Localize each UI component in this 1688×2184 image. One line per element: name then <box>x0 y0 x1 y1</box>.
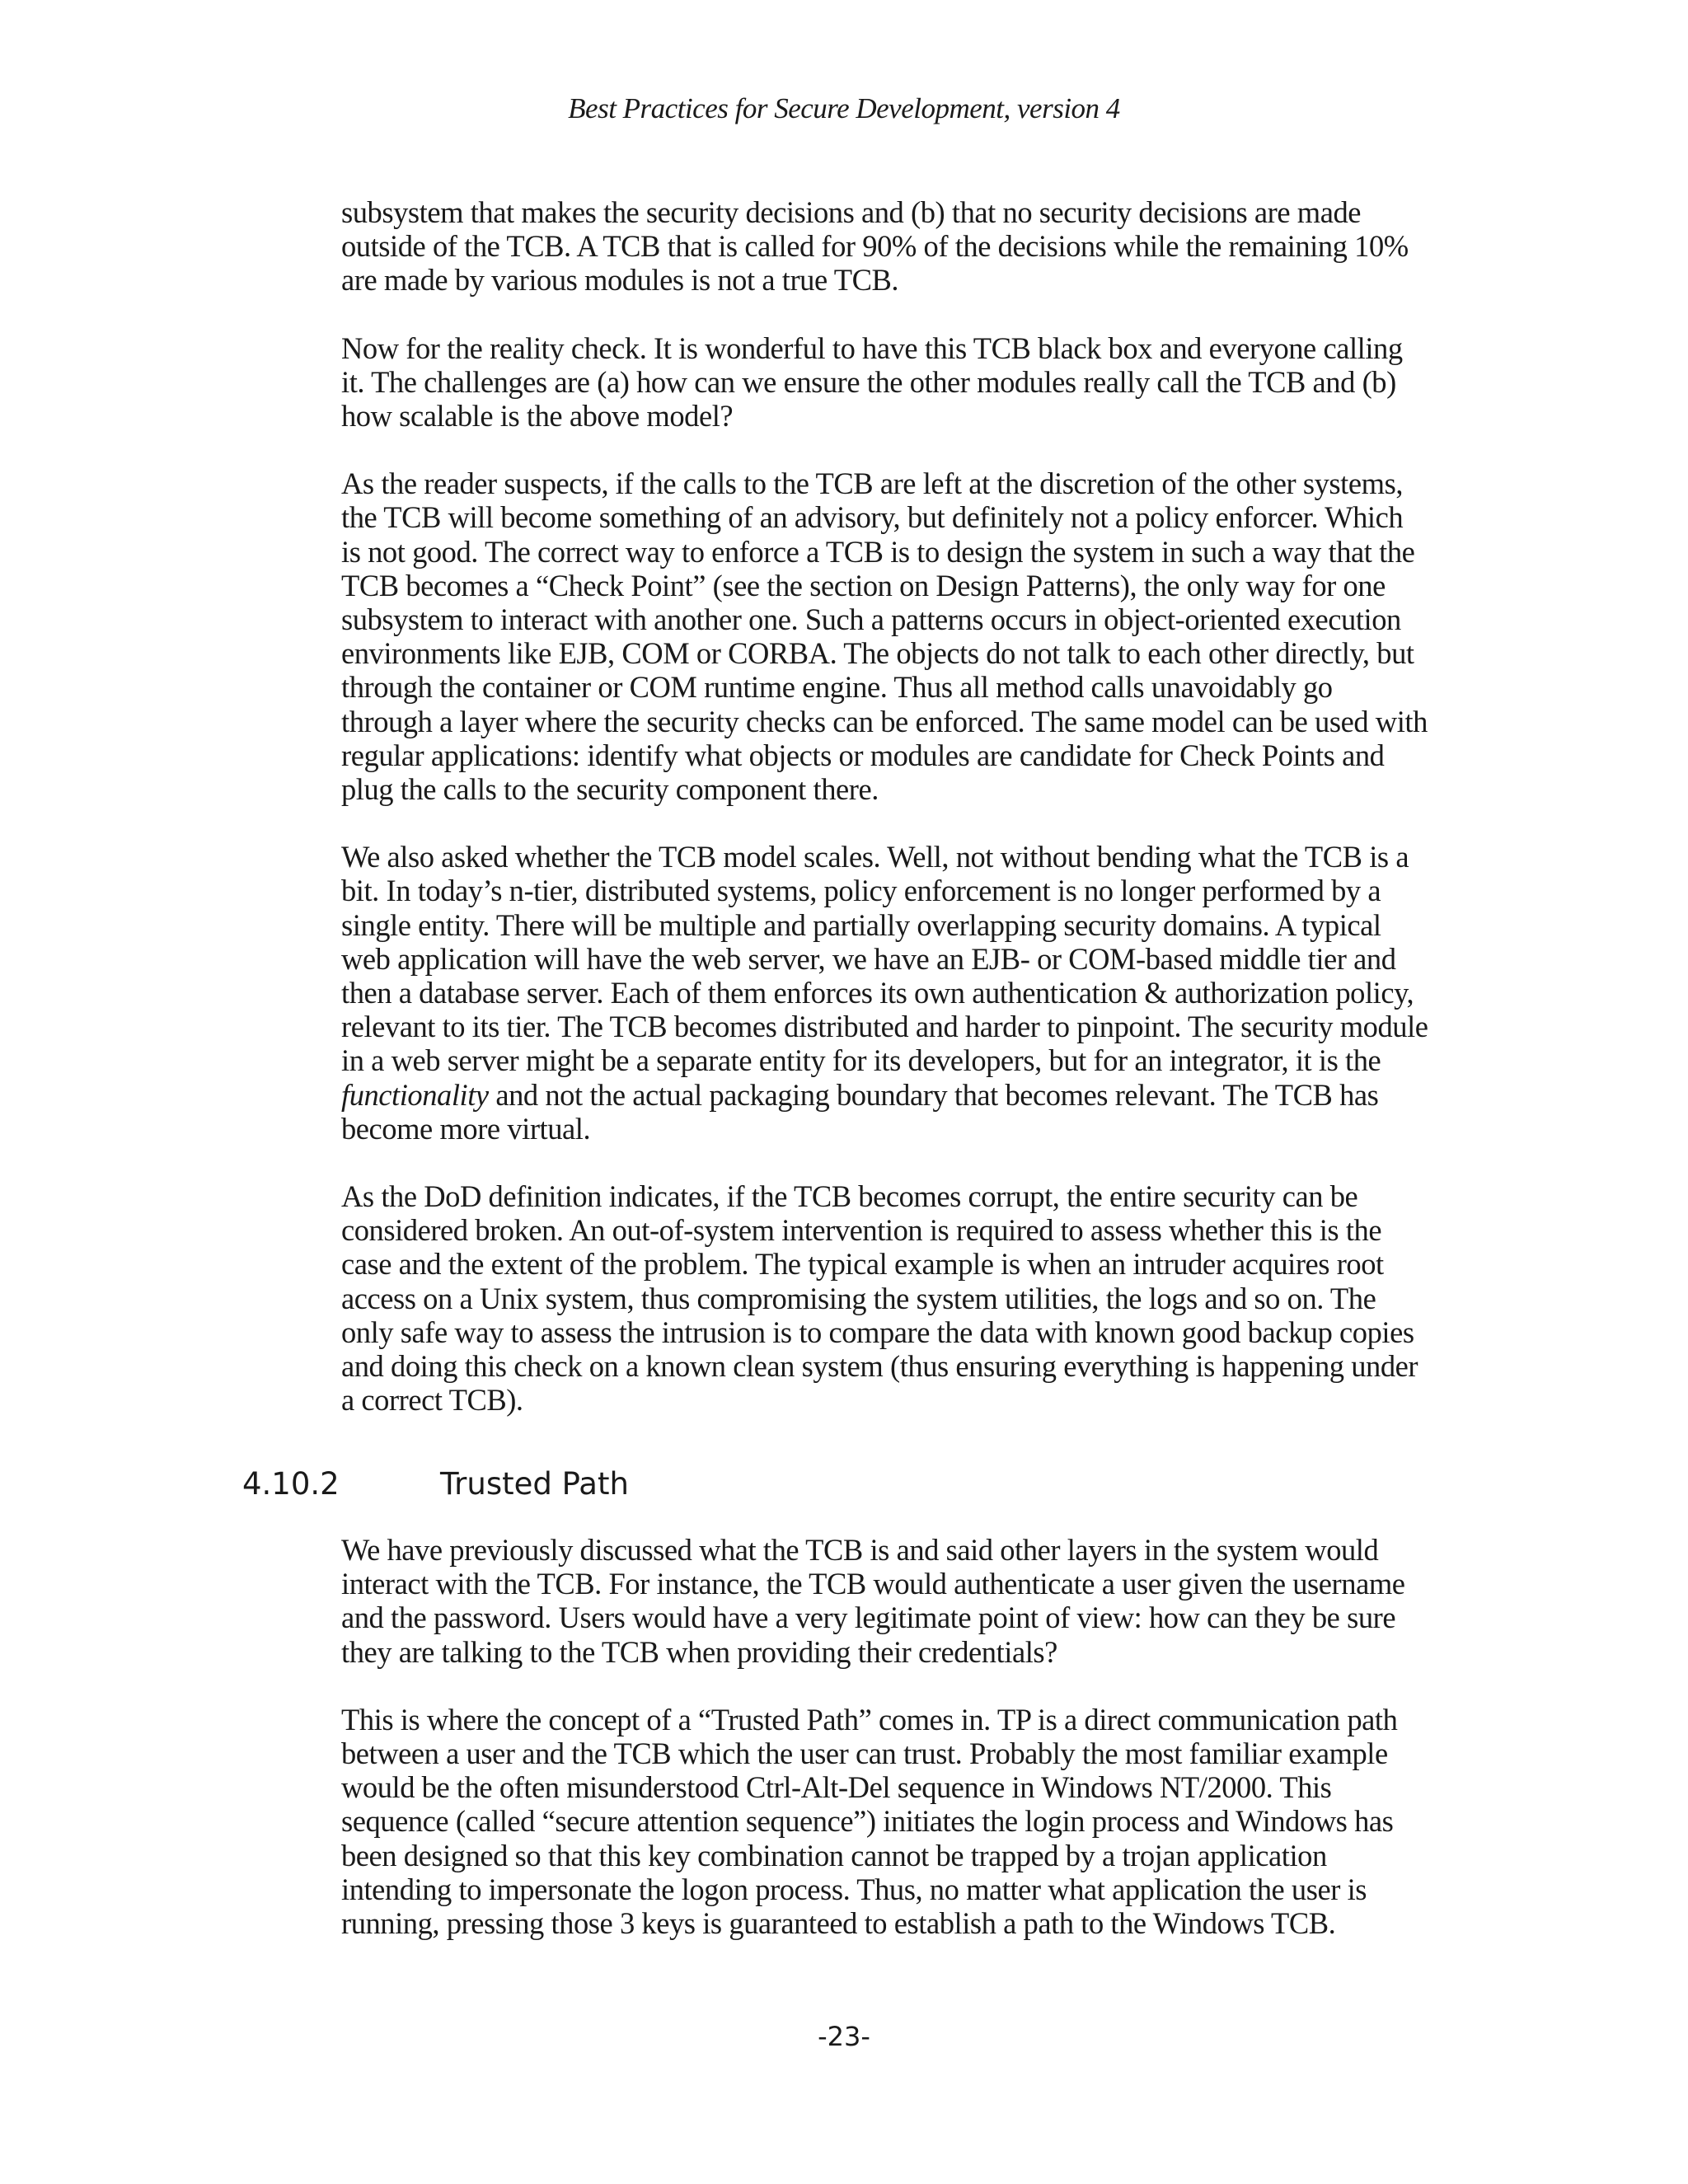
paragraph-reality-check: Now for the reality check. It is wonderful to have this TCB black box and everyone calling it. The challenges are (a) how can we ensure the other modules really call the TCB and (b) how scalable is the above model? <box>341 330 1403 434</box>
paragraph-tcb-scaling <box>341 840 1429 1146</box>
paragraph-trusted-path-concept: This is where the concept of a “Trusted Path” comes in. TP is a direct communication path between a user and the TCB which the user can trust. Probably the most familiar example would be the often misunderstood Ctrl-Alt-Del sequence in Windows NT/2000. This sequence (called “secure attention sequence”) initiates the login process and Windows has been designed so that this key combination cannot be trapped by a trojan application intending to impersonate the logon process. Thus, no matter what application the user is running, pressing those 3 keys is guaranteed to establish a path to the Windows TCB. <box>341 1702 1398 1941</box>
body-text-section-trusted-path <box>341 1533 1429 1940</box>
section-heading-trusted-path <box>242 1465 1429 1503</box>
body-text-section-tcb <box>341 195 1429 1418</box>
paragraph-tcb-corruption: As the DoD definition indicates, if the TCB becomes corrupt, the entire security can be considered broken. An out-of-system intervention is required to assess whether this is the case and the extent of the problem. The typical example is when an intruder acquires root access on a Unix system, thus compromising the system utilities, the logs and so on. The only safe way to assess the intrusion is to compare the data with known good backup copies and doing this check on a known clean system (thus ensuring everything is happening under a correct TCB). <box>341 1179 1418 1418</box>
paragraph-tcb-definition: subsystem that makes the security decisions and (b) that no security decisions are made outside of the TCB. A TCB that is called for 90% of the decisions while the remaining 10% are made by various modules is not a true TCB. <box>341 195 1409 298</box>
paragraph-tcb-scaling-part-1: We also asked whether the TCB model scales. Well, not without bending what the TCB is a bit. In today’s n-tier, distributed systems, policy enforcement is no longer performed by a single entity. There will be multiple and partially overlapping security domains. A typical web application will have the web server, we have an EJB- or COM-based middle tier and then a database server. Each of them enforces its own authentication & authorization policy, relevant to its tier. The TCB becomes distributed and harder to pinpoint. The security module in a web server might be a separate entity for its developers, but for an integrator, it is the <box>341 840 1428 1078</box>
paragraph-check-point: As the reader suspects, if the calls to the TCB are left at the discretion of the other systems, the TCB will become something of an advisory, but definitely not a policy enforcer. Which is not good. The correct way to enforce a TCB is to design the system in such a way that the TCB becomes a “Check Point” (see the section on Design Patterns), the only way for one subsystem to interact with another one. Such a patterns occurs in object-oriented execution environments like EJB, COM or CORBA. The objects do not talk to each other directly, but through the container or COM runtime engine. Thus all method calls unavoidably go through a layer where the security checks can be enforced. The same model can be used with regular applications: identify what objects or modules are candidate for Check Points and plug the calls to the security component there. <box>341 466 1428 807</box>
emphasis-functionality: functionality <box>341 1077 489 1112</box>
section-number: 4.10.2 <box>242 1466 340 1502</box>
section-title: Trusted Path <box>440 1466 629 1502</box>
running-header: Best Practices for Secure Development, version 4 <box>568 92 1120 124</box>
paragraph-tcb-scaling-part-2: and not the actual packaging boundary that becomes relevant. The TCB has become more virtual. <box>341 1077 1379 1146</box>
paragraph-tcb-authentication: We have previously discussed what the TCB is and said other layers in the system would interact with the TCB. For instance, the TCB would authenticate a user given the username and the password. Users would have a very legitimate point of view: how can they be sure they are talking to the TCB when providing their credentials? <box>341 1533 1405 1669</box>
page-number: -23- <box>818 2021 870 2052</box>
